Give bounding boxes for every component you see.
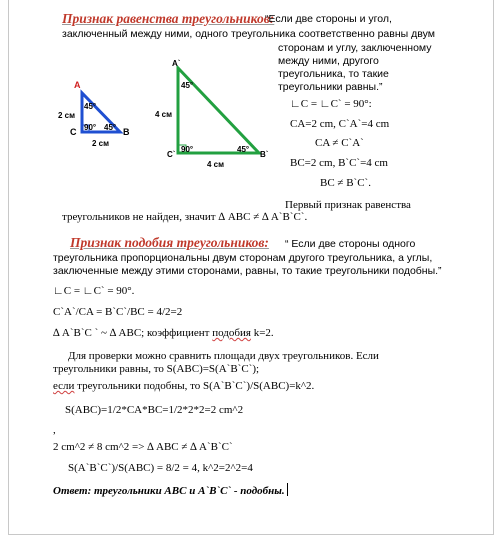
vertex-c1-label: C` [167,150,176,159]
comma-line: , [53,424,56,436]
vertex-b-label: B [123,127,130,137]
angle-b1-label: 45° [237,145,250,154]
angle-c-label: 90° [84,123,97,132]
angle-a-label: 45° [84,102,97,111]
heading-similarity-criterion: Признак подобия треугольников: [70,235,269,250]
area-comparison-line: 2 cm^2 ≠ 8 cm^2 => ∆ ABC ≠ ∆ A`B`C` [53,441,233,453]
theorem1-line-2: заключенный между ними, одного треугольника соответственно равны двум [62,28,435,40]
similarity-post: k=2. [250,327,274,339]
theorem1-line-4: между ними, другого [278,55,379,67]
theorem2-line-2: треугольника пропорциональны двум сторонам другого треугольника, а углы, [53,252,433,264]
misspelled-word-esli: если [53,380,75,392]
misspelled-word: подобия [212,327,251,339]
vertex-a-label: A [74,80,81,90]
vertex-c-label: C [70,127,77,137]
answer-text: Ответ: треугольники ABC и A`B`C` - подобны. [53,485,285,497]
vertex-b1-label: B` [260,150,269,159]
right-angles-equal: ∟C = ∟C` = 90°: [290,98,372,110]
check-line-2: треугольники равны, то S(ABC)=S(A`B`C`); [53,363,260,375]
text-cursor [287,483,288,496]
conclusion1-line-1: Первый признак равенства [285,199,411,211]
theorem2-line-1: “ Если две стороны одного [285,238,416,250]
angle-c1-label: 90° [181,145,194,154]
side-ca-label: 2 см [58,111,76,120]
heading-equality-criterion: Признак равенства треугольников: [62,11,275,26]
similarity-pre: ∆ A`B`C ` ~ ∆ ABC; коэффициент [53,327,213,339]
sides-ca-values: CA=2 cm, C`A`=4 cm [290,118,390,130]
theorem1-line-1: “Если две стороны и угол, [265,13,392,25]
vertex-a1-label: A` [172,59,181,68]
area-ratio-line: S(A`B`C`)/S(ABC) = 8/2 = 4, k^2=2^2=4 [68,462,253,474]
ratio-of-sides-line: C`A`/CA = B`C`/BC = 4/2=2 [53,306,183,318]
check-line-3 [53,380,314,392]
bc-not-equal: BC ≠ B`C`. [320,177,371,189]
check-line-3-rest: треугольники подобны, то S(A`B`C`)/S(ABC)=k^2. [74,380,315,392]
theorem1-line-5: треугольника, то такие [278,68,389,80]
theorem2-line-3: заключенные между этими сторонами, равны, то такие треугольники подобны.” [53,265,442,277]
check-line-1: Для проверки можно сравнить площади двух треугольников. Если [68,350,379,362]
sides-bc-values: BC=2 cm, B`C`=4 cm [290,157,388,169]
ca-not-equal: CA ≠ C`A` [315,137,364,149]
area-abc-line: S(ABC)=1/2*CA*BC=1/2*2*2=2 cm^2 [65,404,244,416]
triangle-a1b1c1-figure [0,0,500,200]
side-c1b1-label: 4 см [207,160,225,169]
similarity-coefficient-line [53,327,274,339]
angle-a1-label: 45° [181,81,194,90]
answer-line [53,483,288,497]
conclusion1-line-2: треугольников не найден, значит ∆ ABC ≠ ∆ A`B`C`. [62,211,308,223]
angles-equal-line: ∟C = ∟C` = 90°. [53,285,135,297]
theorem1-line-6: треугольники равны.” [278,81,383,93]
angle-b-label: 45° [104,123,117,132]
side-cb-label: 2 см [92,139,110,148]
side-c1a1-label: 4 см [155,110,173,119]
theorem1-line-3: сторонам и углу, заключенному [278,42,432,54]
